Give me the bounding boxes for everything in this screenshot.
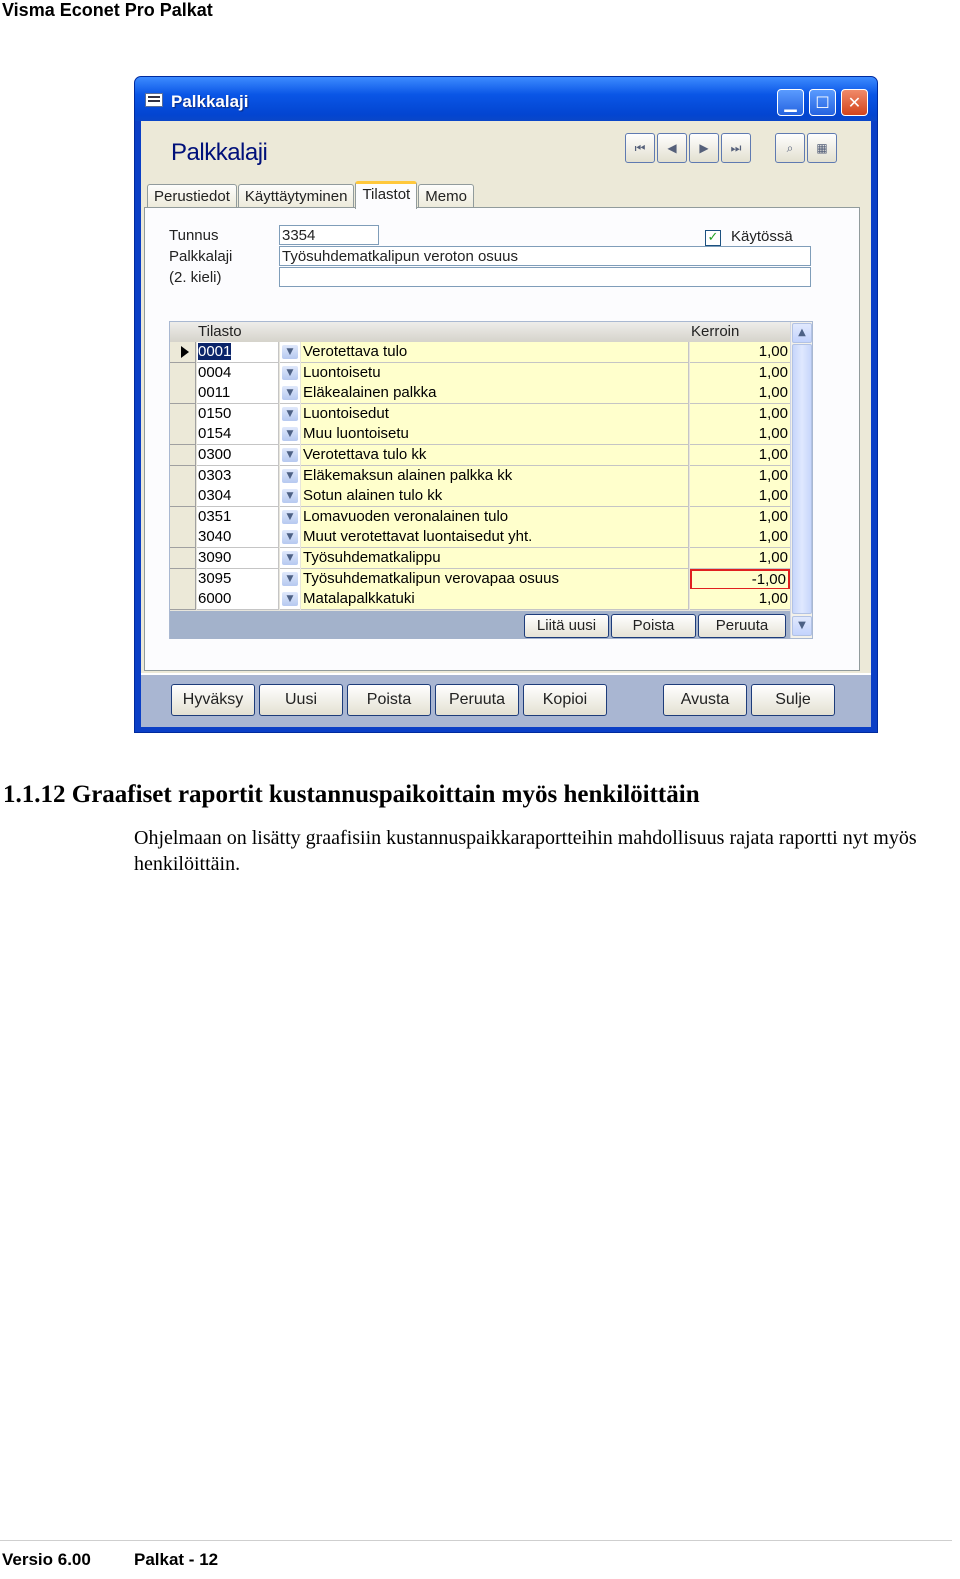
first-record-button[interactable] [625,133,655,163]
row-selector[interactable] [170,363,196,384]
table-row[interactable] [170,527,790,547]
tilasto-code: 0351 [198,507,232,525]
section-paragraph: Ohjelmaan on lisätty graafisiin kustannuspaikkaraportteihin mahdollisuus rajata raportti nyt myös henkilöittäin. [134,827,917,875]
tilasto-code: 3090 [198,549,232,566]
tab-tilastot[interactable]: Tilastot [355,181,417,209]
table-row[interactable] [170,342,790,362]
table-row[interactable] [170,486,790,506]
chevron-down-icon: ▼ [282,592,298,606]
bottom-button-bar [141,673,871,727]
row-selector[interactable] [170,527,196,548]
form-title: Palkkalaji [171,139,268,166]
tilasto-name-cell: Eläkemaksun alainen palkka kk [301,466,689,487]
window-client [141,121,871,727]
kerroin-cell[interactable]: -1,00 [690,569,790,590]
chevron-down-icon: ▼ [282,366,298,380]
tilasto-dropdown-button[interactable] [280,383,300,404]
column-tilasto[interactable]: Tilasto [198,323,242,340]
tilasto-name-cell: Työsuhdematkalipun verovapaa osuus [301,569,689,590]
cancel-row-button[interactable]: Peruuta [698,614,786,638]
tab-perustiedot[interactable]: Perustiedot [147,184,237,209]
kerroin-cell[interactable]: 1,00 [690,363,790,384]
chevron-down-icon: ▼ [282,345,298,359]
chevron-up-icon: ▲ [798,327,806,338]
tilasto-code-cell[interactable] [197,548,279,569]
tilasto-code: 0011 [198,384,231,402]
next-record-icon: ▶ [699,141,709,155]
tilasto-code-cell[interactable] [197,507,279,528]
tilasto-dropdown-button[interactable] [280,342,300,363]
tilasto-name-cell: Työsuhdematkalippu [301,548,689,569]
chevron-down-icon: ▼ [282,551,298,565]
tilasto-dropdown-button[interactable] [280,527,300,548]
chevron-down-icon: ▼ [282,427,298,441]
kerroin-cell[interactable]: 1,00 [690,466,790,487]
tilasto-name-cell: Eläkealainen palkka [301,383,689,404]
tilasto-code-cell[interactable] [197,404,279,425]
palkkalaji-name-field[interactable]: Työsuhdematkalipun veroton osuus [279,246,811,266]
minimize-button[interactable] [777,89,804,116]
next-record-button[interactable] [689,133,719,163]
grid-scrollbar[interactable] [790,322,812,638]
tilasto-code: 6000 [198,590,232,608]
table-row[interactable] [170,569,790,589]
grid-button-bar [170,611,790,639]
copy-button[interactable]: Kopioi [523,684,607,716]
chevron-down-icon: ▼ [282,448,298,462]
delete-row-button[interactable]: Poista [611,614,696,638]
tilasto-code: 0303 [198,466,232,484]
tilasto-code-cell[interactable] [197,445,279,466]
tilasto-code-cell[interactable] [197,527,279,548]
tilasto-dropdown-button[interactable] [280,486,300,507]
tilasto-code-cell[interactable] [197,486,279,507]
tilasto-dropdown-button[interactable] [280,569,300,590]
row-selector[interactable] [170,486,196,507]
kerroin-cell[interactable]: 1,00 [690,383,790,404]
tilasto-dropdown-button[interactable] [280,363,300,384]
tab-strip [147,182,475,208]
tilasto-dropdown-button[interactable] [280,424,300,445]
help-button[interactable]: Avusta [663,684,747,716]
tilasto-name-cell: Muut verotettavat luontaisedut yht. [301,527,689,548]
row-selector[interactable] [170,466,196,487]
second-language-label: (2. kieli) [169,269,222,286]
scroll-down-button[interactable] [792,616,812,636]
tunnus-field[interactable]: 3354 [279,225,379,245]
tilasto-name-cell: Luontoisedut [301,404,689,425]
tilasto-code-cell[interactable] [197,363,279,384]
chevron-down-icon: ▼ [282,530,298,544]
record-navigation [625,133,751,163]
chevron-down-icon: ▼ [282,572,298,586]
row-selector[interactable] [170,548,196,569]
first-record-icon: ⏮ [634,140,646,155]
palkkalaji-window [134,76,878,733]
table-row[interactable] [170,507,790,527]
table-row[interactable] [170,363,790,383]
footer-divider [0,1540,952,1541]
table-row[interactable] [170,404,790,424]
tilastot-tab-page [144,207,860,671]
tilasto-code-cell[interactable] [197,424,279,445]
kerroin-cell[interactable]: 1,00 [690,507,790,528]
kaytossa-checkbox[interactable] [705,230,721,246]
new-button[interactable]: Uusi [259,684,343,716]
search-button[interactable] [775,133,805,163]
kerroin-cell[interactable]: 1,00 [690,548,790,569]
kerroin-cell[interactable]: 1,00 [690,486,790,507]
chevron-down-icon: ▼ [282,469,298,483]
grid-header [170,322,790,342]
chevron-down-icon: ▼ [282,386,298,400]
row-selector[interactable] [170,589,196,610]
tilasto-dropdown-button[interactable] [280,404,300,425]
scroll-up-button[interactable] [792,323,812,343]
tilasto-code-cell[interactable] [197,569,279,590]
chevron-down-icon: ▼ [282,489,298,503]
row-selector[interactable] [170,404,196,425]
form-icon [145,93,163,107]
table-row[interactable] [170,424,790,444]
tilasto-code-cell[interactable] [197,383,279,404]
accept-button[interactable]: Hyväksy [171,684,255,716]
column-kerroin[interactable]: Kerroin [691,323,740,340]
binoculars-icon: ⌕ [786,140,794,155]
maximize-button[interactable] [809,89,836,116]
cancel-button[interactable]: Peruuta [435,684,519,716]
row-selector[interactable] [170,383,196,404]
tilasto-code-cell[interactable] [197,589,279,610]
table-row[interactable] [170,548,790,568]
title-bar[interactable] [135,77,877,121]
kerroin-cell[interactable]: 1,00 [690,424,790,445]
last-record-button[interactable] [721,133,751,163]
tilasto-code: 0304 [198,487,232,505]
maximize-icon: ☐ [815,92,830,112]
current-row-icon [181,346,189,358]
tilasto-name-cell: Luontoisetu [301,363,689,384]
kerroin-cell[interactable]: 1,00 [690,527,790,548]
tilasto-dropdown-button[interactable] [280,589,300,610]
tilasto-code: 0150 [198,404,232,422]
kerroin-cell[interactable]: 1,00 [690,445,790,466]
chevron-down-icon: ▼ [282,407,298,421]
delete-button[interactable]: Poista [347,684,431,716]
table-row[interactable] [170,445,790,465]
tilasto-code-cell[interactable] [197,342,279,363]
tilasto-code-cell[interactable] [197,466,279,487]
tilasto-code: 0300 [198,446,232,463]
close-icon: ✕ [847,92,862,112]
window-title: Palkkalaji [171,92,249,111]
palkkalaji-label: Palkkalaji [169,248,233,265]
row-selector[interactable] [170,424,196,445]
checkmark-icon: ✓ [707,230,719,245]
tilasto-name-cell: Sotun alainen tulo kk [301,486,689,507]
tilasto-name-cell: Verotettava tulo kk [301,445,689,466]
footer-page: Palkat - 12 [134,1550,219,1569]
kerroin-cell[interactable]: 1,00 [690,589,790,610]
tab-memo[interactable]: Memo [418,184,474,209]
second-language-field[interactable] [279,267,811,287]
tilasto-code: 3040 [198,528,232,546]
section-heading: 1.1.12 Graafiset raportit kustannuspaikoittain myös henkilöittäin [3,781,700,808]
tilasto-name-cell: Muu luontoisetu [301,424,689,445]
scroll-thumb[interactable] [792,344,812,614]
row-selector[interactable] [170,445,196,466]
tilasto-code: 3095 [198,569,232,587]
previous-record-icon: ◀ [667,141,677,155]
tilasto-name-cell: Matalapalkkatuki [301,589,689,610]
row-selector[interactable] [170,507,196,528]
tilasto-code: 0004 [198,363,232,381]
tilasto-dropdown-button[interactable] [280,507,300,528]
table-icon: ▦ [816,141,828,155]
close-form-button[interactable]: Sulje [751,684,835,716]
list-view-button[interactable] [807,133,837,163]
tilasto-name-cell: Verotettava tulo [301,342,689,363]
tilasto-dropdown-button[interactable] [280,548,300,569]
previous-record-button[interactable] [657,133,687,163]
footer-version: Versio 6.00 [2,1550,91,1569]
document-header: Visma Econet Pro Palkat [2,0,213,20]
tilasto-code: 0154 [198,425,232,443]
kerroin-cell[interactable]: 1,00 [690,342,790,363]
tilasto-grid [169,321,813,639]
tool-buttons [775,133,837,163]
last-record-icon: ⏭ [730,140,742,155]
tilasto-dropdown-button[interactable] [280,445,300,466]
minimize-icon: ▁ [784,92,797,112]
tilasto-name-cell: Lomavuoden veronalainen tulo [301,507,689,528]
chevron-down-icon: ▼ [798,620,806,631]
chevron-down-icon: ▼ [282,510,298,524]
close-button[interactable] [841,89,868,116]
tab-kayttaytyminen[interactable]: Käyttäytyminen [238,184,355,209]
kerroin-cell[interactable]: 1,00 [690,404,790,425]
row-selector[interactable] [170,569,196,590]
table-row[interactable] [170,466,790,486]
table-row[interactable] [170,383,790,403]
kaytossa-label: Käytössä [731,228,793,245]
table-row[interactable] [170,589,790,609]
tilasto-dropdown-button[interactable] [280,466,300,487]
tilasto-code: 0001 [198,343,232,360]
tunnus-label: Tunnus [169,227,219,244]
add-row-button[interactable]: Liitä uusi [524,614,609,638]
row-selector[interactable] [170,342,196,363]
